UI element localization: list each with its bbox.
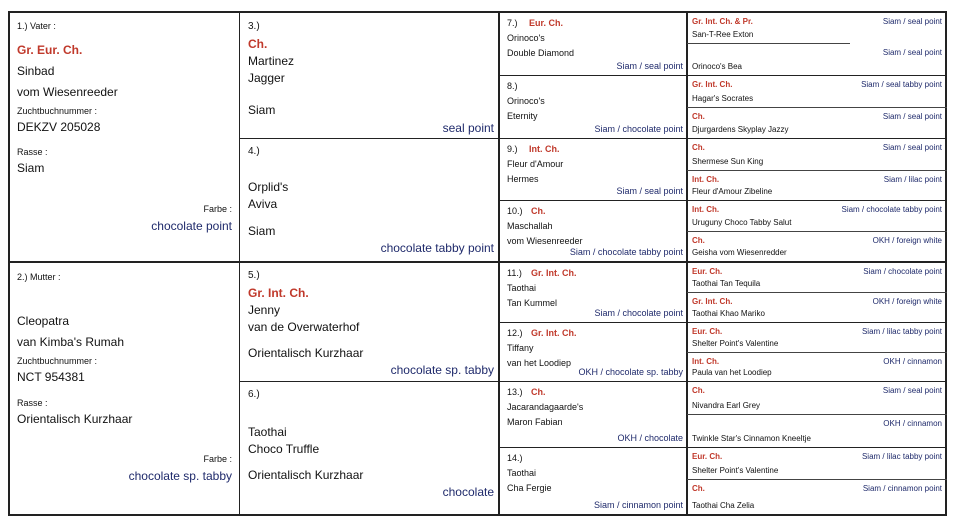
entry-name: Taothai Khao Mariko	[692, 309, 765, 318]
divider	[687, 107, 947, 108]
entry-title: Ch.	[692, 112, 705, 121]
divider	[499, 200, 687, 201]
entry-name-line1: Taothai	[507, 468, 537, 478]
entry-number: 5.)	[248, 270, 260, 281]
entry-name-line1: Maschallah	[507, 221, 553, 231]
entry-name: Nivandra Earl Grey	[692, 401, 761, 410]
entry-name-line2: Maron Fabian	[507, 417, 563, 427]
entry-color: OKH / chocolate	[617, 433, 683, 443]
entry-name: Taothai Cha Zelia	[692, 501, 755, 510]
mother-breed: Orientalisch Kurzhaar	[17, 412, 133, 426]
entry-title: Ch.	[692, 484, 705, 493]
mother-kennel: van Kimba's Rumah	[17, 335, 125, 349]
entry-title: Ch.	[692, 386, 705, 395]
entry-number: 7.)	[507, 18, 518, 28]
entry-title: Gr. Int. Ch. & Pr.	[692, 17, 753, 26]
entry-color: Siam / chocolate point	[594, 308, 683, 318]
entry-color: Siam / lilac tabby point	[861, 452, 942, 461]
entry-name-line1: Orplid's	[248, 180, 289, 194]
divider	[687, 479, 947, 480]
entry-name-line2: Choco Truffle	[248, 442, 320, 456]
entry-breed: Siam	[248, 103, 276, 117]
entry-name: Geisha vom Wiesenredder	[692, 248, 787, 257]
entry-name-line1: Martinez	[248, 54, 295, 68]
entry-color: OKH / chocolate sp. tabby	[578, 367, 683, 377]
entry-color: Siam / chocolate tabby point	[841, 205, 942, 214]
entry-name: Orinoco's Bea	[692, 62, 742, 71]
father-color-label: Farbe :	[203, 204, 232, 214]
entry-color: Siam / cinnamon point	[862, 484, 942, 493]
entry-name-line1: Jacarandagaarde's	[507, 402, 584, 412]
entry-color: Siam / seal point	[882, 112, 942, 121]
entry-color: Siam / cinnamon point	[593, 500, 683, 510]
entry-title: Gr. Int. Ch.	[692, 80, 733, 89]
entry-name-line1: Jenny	[248, 303, 281, 317]
father-breed: Siam	[17, 161, 45, 175]
mother-breed-label: Rasse :	[17, 398, 48, 408]
divider	[499, 75, 687, 76]
entry-name-line2: Tan Kummel	[507, 298, 558, 308]
entry-number: 10.)	[507, 206, 523, 216]
entry-color: Siam / seal point	[616, 61, 683, 71]
entry-name-line2: Eternity	[507, 111, 538, 121]
entry-number: 13.)	[507, 387, 523, 397]
entry-number: 8.)	[507, 81, 518, 91]
entry-breed: Orientalisch Kurzhaar	[248, 346, 364, 360]
divider	[499, 138, 687, 139]
entry-title: Int. Ch.	[692, 357, 720, 366]
entry-color: Siam / seal point	[616, 186, 683, 196]
entry-title: Gr. Int. Ch.	[531, 328, 577, 338]
mother-heading: 2.) Mutter :	[17, 272, 61, 282]
entry-name-line1: Taothai	[248, 425, 287, 439]
entry-name: Taothai Tan Tequila	[692, 279, 761, 288]
entry-number: 4.)	[248, 146, 260, 157]
divider	[687, 447, 947, 448]
divider	[498, 11, 500, 516]
divider	[687, 322, 947, 323]
entry-title: Int. Ch.	[529, 144, 560, 154]
entry-number: 6.)	[248, 389, 260, 400]
entry-number: 3.)	[248, 21, 260, 32]
entry-color: Siam / lilac point	[883, 175, 942, 184]
divider	[8, 261, 947, 263]
entry-name-line1: Fleur d'Amour	[507, 159, 564, 169]
entry-name: Djurgardens Skyplay Jazzy	[692, 125, 789, 134]
entry-name: Paula van het Loodiep	[692, 368, 772, 377]
entry-number: 14.)	[507, 453, 523, 463]
entry-breed: Siam	[248, 224, 276, 238]
entry-title: Eur. Ch.	[529, 18, 564, 28]
father-kennel: vom Wiesenreeder	[17, 85, 118, 99]
entry-title: Int. Ch.	[692, 205, 720, 214]
entry-name: Hagar's Socrates	[692, 94, 754, 103]
entry-color: Siam / seal tabby point	[861, 80, 942, 89]
mother-color: chocolate sp. tabby	[128, 469, 232, 483]
entry-name-line1: Taothai	[507, 283, 537, 293]
entry-title: Eur. Ch.	[692, 327, 723, 336]
divider	[687, 43, 850, 44]
entry-breed: Orientalisch Kurzhaar	[248, 468, 364, 482]
entry-name-line2: vom Wiesenreeder	[507, 236, 583, 246]
entry-name-line1: Orinoco's	[507, 33, 545, 43]
entry-color: seal point	[442, 121, 494, 135]
entry-title: Ch.	[531, 387, 546, 397]
divider	[687, 414, 947, 415]
entry-color: Siam / seal point	[882, 143, 942, 152]
divider	[239, 381, 499, 382]
divider	[499, 322, 687, 323]
father-name: Sinbad	[17, 64, 55, 78]
divider	[687, 352, 947, 353]
entry-color: Siam / seal point	[882, 17, 942, 26]
entry-name: Uruguny Choco Tabby Salut	[692, 218, 792, 227]
divider	[687, 292, 947, 293]
entry-number: 12.)	[507, 328, 523, 338]
entry-title: Gr. Int. Ch.	[248, 286, 309, 300]
mother-reg: NCT 954381	[17, 370, 85, 384]
entry-color: Siam / lilac tabby point	[861, 327, 942, 336]
entry-title: Gr. Int. Ch.	[692, 297, 733, 306]
entry-number: 9.)	[507, 144, 518, 154]
entry-name-line2: Cha Fergie	[507, 483, 552, 493]
entry-title: Ch.	[531, 206, 546, 216]
entry-title: Int. Ch.	[692, 175, 720, 184]
entry-name-line2: Hermes	[507, 174, 539, 184]
mother-reg-label: Zuchtbuchnummer :	[17, 356, 98, 366]
divider	[687, 75, 947, 76]
entry-color: chocolate sp. tabby	[390, 363, 494, 377]
entry-color: Siam / chocolate point	[594, 124, 683, 134]
entry-name-line1: Tiffany	[507, 343, 534, 353]
entry-number: 11.)	[507, 268, 522, 278]
divider	[239, 138, 499, 139]
divider	[687, 231, 947, 232]
entry-name-line1: Orinoco's	[507, 96, 545, 106]
entry-color: Siam / chocolate point	[863, 267, 942, 276]
father-breed-label: Rasse :	[17, 147, 48, 157]
entry-name: Shelter Point's Valentine	[692, 466, 779, 475]
entry-name: Fleur d'Amour Zibeline	[692, 187, 773, 196]
entry-name: Twinkle Star's Cinnamon Kneeltje	[692, 434, 811, 443]
entry-name: San-T-Ree Exton	[692, 30, 754, 39]
entry-title: Ch.	[692, 143, 705, 152]
entry-color: chocolate tabby point	[380, 241, 494, 255]
entry-color: OKH / cinnamon	[883, 419, 942, 428]
entry-title: Ch.	[248, 37, 268, 51]
divider	[239, 11, 240, 516]
entry-color: OKH / foreign white	[872, 297, 942, 306]
divider	[687, 381, 947, 382]
entry-title: Eur. Ch.	[692, 452, 723, 461]
divider	[499, 447, 687, 448]
father-title: Gr. Eur. Ch.	[17, 43, 83, 57]
entry-name-line2: van het Loodiep	[507, 358, 572, 368]
entry-name-line2: Double Diamond	[507, 48, 575, 58]
entry-title: Gr. Int. Ch.	[531, 268, 577, 278]
father-reg-label: Zuchtbuchnummer :	[17, 106, 98, 116]
divider	[686, 11, 688, 516]
entry-title: Ch.	[692, 236, 705, 245]
entry-name-line2: Jagger	[248, 71, 285, 85]
father-reg: DEKZV 205028	[17, 120, 101, 134]
entry-name-line2: Aviva	[248, 197, 278, 211]
entry-name-line2: van de Overwaterhof	[248, 320, 360, 334]
entry-name: Shelter Point's Valentine	[692, 339, 779, 348]
entry-title: Eur. Ch.	[692, 267, 723, 276]
entry-color: Siam / chocolate tabby point	[569, 247, 683, 257]
entry-color: OKH / foreign white	[872, 236, 942, 245]
father-heading: 1.) Vater :	[17, 21, 56, 31]
divider	[687, 170, 947, 171]
entry-color: OKH / cinnamon	[883, 357, 942, 366]
entry-color: chocolate	[442, 485, 494, 499]
mother-color-label: Farbe :	[203, 454, 232, 464]
divider	[687, 200, 947, 201]
mother-name: Cleopatra	[17, 314, 70, 328]
entry-name: Shermese Sun King	[692, 157, 764, 166]
entry-color: Siam / seal point	[882, 386, 942, 395]
father-color: chocolate point	[151, 219, 232, 233]
entry-color: Siam / seal point	[882, 48, 942, 57]
divider	[687, 138, 947, 139]
divider	[499, 381, 687, 382]
